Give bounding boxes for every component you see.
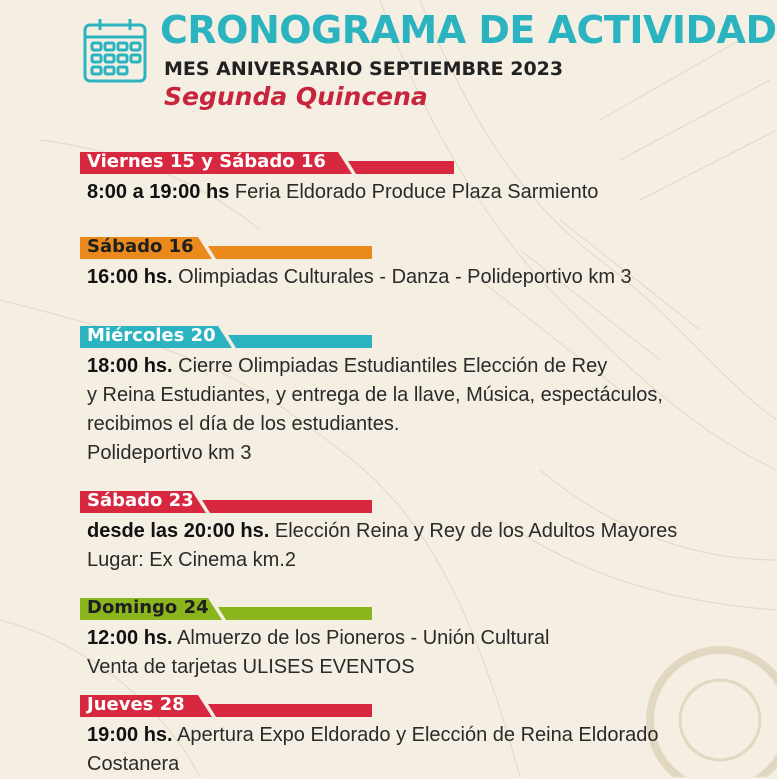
event-line	[80, 721, 770, 750]
event-text: Lugar: Ex Cinema km.2	[87, 549, 296, 571]
event-time: 16:00 hs.	[87, 266, 173, 288]
event-text: Olimpiadas Culturales - Danza - Polideportivo km 3	[172, 266, 632, 288]
event-day-tag	[80, 152, 770, 174]
event-day-label: Sábado 23	[87, 490, 194, 511]
event-line	[80, 750, 770, 779]
tag-tail	[348, 161, 454, 174]
event-day-label: Viernes 15 y Sábado 16	[87, 151, 326, 172]
event-block	[80, 152, 770, 207]
period-subtitle: Segunda Quincena	[164, 82, 428, 111]
event-text: Venta de tarjetas ULISES EVENTOS	[87, 656, 415, 678]
event-line	[80, 410, 770, 439]
event-day-tag	[80, 326, 770, 348]
event-time: 12:00 hs.	[87, 627, 173, 649]
tag-tail	[208, 246, 372, 259]
page-subtitle: MES ANIVERSARIO SEPTIEMBRE 2023	[164, 58, 564, 80]
event-text: Polideportivo km 3	[87, 442, 252, 464]
tag-tail	[202, 500, 372, 513]
event-line	[80, 624, 770, 653]
event-time: 19:00 hs.	[87, 724, 173, 746]
event-line	[80, 439, 770, 468]
event-day-label: Sábado 16	[87, 236, 194, 257]
event-text: Feria Eldorado Produce Plaza Sarmiento	[229, 181, 599, 203]
event-text: Costanera	[87, 753, 180, 775]
tag-tail	[208, 704, 372, 717]
event-text: Cierre Olimpiadas Estudiantiles Elección de Rey	[172, 355, 608, 377]
event-day-label: Miércoles 20	[87, 325, 216, 346]
event-line	[80, 263, 770, 292]
event-time: 18:00 hs.	[87, 355, 173, 377]
event-text: y Reina Estudiantes, y entrega de la llave, Música, espectáculos,	[87, 384, 663, 406]
event-line	[80, 381, 770, 410]
event-text: Apertura Expo Eldorado y Elección de Reina Eldorado	[172, 724, 659, 746]
event-day-tag	[80, 237, 770, 259]
tag-tail	[228, 335, 372, 348]
event-line	[80, 517, 770, 546]
event-block	[80, 491, 770, 575]
event-day-label: Domingo 24	[87, 597, 209, 618]
header	[0, 0, 777, 125]
tag-tail	[218, 607, 372, 620]
event-time: desde las 20:00 hs.	[87, 520, 270, 542]
event-text: Elección Reina y Rey de los Adultos Mayores	[269, 520, 678, 542]
event-block	[80, 695, 770, 779]
event-day-tag	[80, 695, 770, 717]
event-day-tag	[80, 598, 770, 620]
event-block	[80, 237, 770, 292]
event-line	[80, 178, 770, 207]
event-line	[80, 546, 770, 575]
page-title: CRONOGRAMA DE ACTIVIDAD	[160, 8, 777, 52]
event-time: 8:00 a 19:00 hs	[87, 181, 230, 203]
event-day-label: Jueves 28	[87, 694, 185, 715]
event-block	[80, 326, 770, 468]
event-line	[80, 653, 770, 682]
event-block	[80, 598, 770, 682]
event-day-tag	[80, 491, 770, 513]
calendar-icon	[82, 17, 148, 85]
event-text: recibimos el día de los estudiantes.	[87, 413, 400, 435]
event-line	[80, 352, 770, 381]
event-text: Almuerzo de los Pioneros - Unión Cultural	[172, 627, 550, 649]
